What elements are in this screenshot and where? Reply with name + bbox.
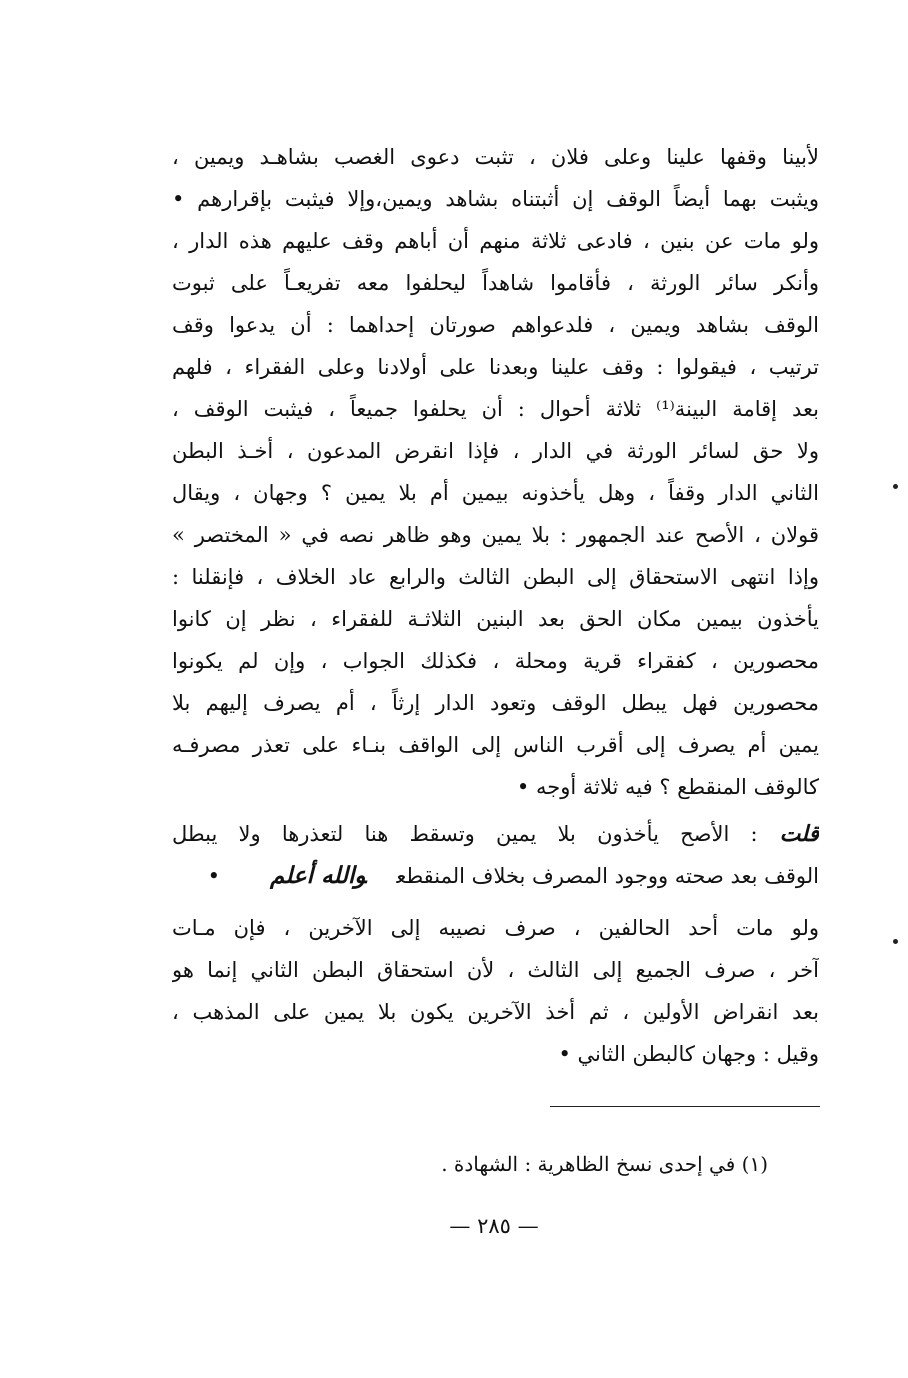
text-line: ترتيب ، فيقولوا : وقف علينا وبعدنا على أولادنا وعلى الفقراء ، فلهم (172, 355, 819, 379)
text-line: وإذا انتهى الاستحقاق إلى البطن الثالث والرابع عاد الخلاف ، فإنقلنا : (172, 565, 819, 589)
text-line: لأبينا وقفها علينا وعلى فلان ، تثبت دعوى الغصب بشاهـد ويمين ، (172, 145, 819, 169)
footnote-divider (550, 1106, 820, 1107)
commentary-text: : الأصح يأخذون بلا يمين وتسقط هنا لتعذرها ولا يبطل (172, 822, 758, 846)
text-line: يأخذون بيمين مكان الحق بعد البنين الثلاثـة للفقراء ، نظر إن كانوا (172, 607, 819, 631)
end-mark: • (207, 864, 221, 888)
text-line: بعد انقراض الأولين ، ثم أخذ الآخرين يكون بلا يمين على المذهب ، (172, 1000, 819, 1024)
text-line: آخر ، صرف الجميع إلى الثالث ، لأن استحقاق البطن الثاني إنما هو (172, 958, 819, 982)
page-number: — ٢٨٥ — (449, 1214, 539, 1238)
text-line: يمين أم يصرف إلى أقرب الناس إلى الواقف بنـاء على تعذر مصرفـه (172, 733, 819, 757)
text-line: وقيل : وجهان كالبطن الثاني • (558, 1042, 819, 1066)
text-line: محصورين فهل يبطل الوقف وتعود الدار إرثاً ، أم يصرف إليهم بلا (172, 691, 819, 715)
text-line: وأنكر سائر الورثة ، فأقاموا شاهداً ليحلفوا معه تفريعـاً على ثبوت (172, 271, 819, 295)
text-line: كالوقف المنقطع ؟ فيه ثلاثة أوجه • (516, 775, 819, 799)
second-paragraph (172, 907, 819, 1075)
text-line: ولا حق لسائر الورثة في الدار ، فإذا انقرض المدعون ، أخـذ البطن (172, 439, 819, 463)
closing-phrase: والله أعلم (270, 862, 367, 889)
margin-dot (893, 939, 898, 944)
commentary-line (172, 855, 819, 897)
commentary-label: قلت (779, 821, 819, 847)
commentary-line (172, 813, 819, 855)
text-line: ولو مات عن بنين ، فادعى ثلاثة منهم أن أباهم وقف عليهم هذه الدار ، (172, 229, 819, 253)
main-paragraph (172, 136, 819, 808)
text-line: الوقف بشاهد ويمين ، فلدعواهم صورتان إحداهما : أن يدعوا وقف (172, 313, 819, 337)
commentary-paragraph (172, 813, 819, 897)
text-line: الثاني الدار وقفاً ، وهل يأخذونه بيمين أم بلا يمين ؟ وجهان ، ويقال (172, 481, 819, 505)
text-line: ولو مات أحد الحالفين ، صرف نصيبه إلى الآخرين ، فإن مـات (172, 916, 819, 940)
text-line: قولان ، الأصح عند الجمهور : بلا يمين وهو ظاهر نصه في « المختصر » (172, 523, 819, 547)
margin-dot (893, 484, 898, 489)
text-line: ويثبت بهما أيضاً الوقف إن أثبتناه بشاهد ويمين،وإلا فيثبت بإقرارهم • (172, 187, 819, 211)
text-line: محصورين ، كفقراء قرية ومحلة ، فكذلك الجواب ، وإن لم يكونوا (172, 649, 819, 673)
text-line: بعد إقامة البينة⁽¹⁾ ثلاثة أحوال : أن يحلفوا جميعاً ، فيثبت الوقف ، (172, 397, 819, 421)
commentary-text: الوقف بعد صحته ووجود المصرف بخلاف المنقطع (396, 864, 819, 888)
footnote: (١) في إحدى نسخ الظاهرية : الشهادة . (441, 1152, 768, 1176)
